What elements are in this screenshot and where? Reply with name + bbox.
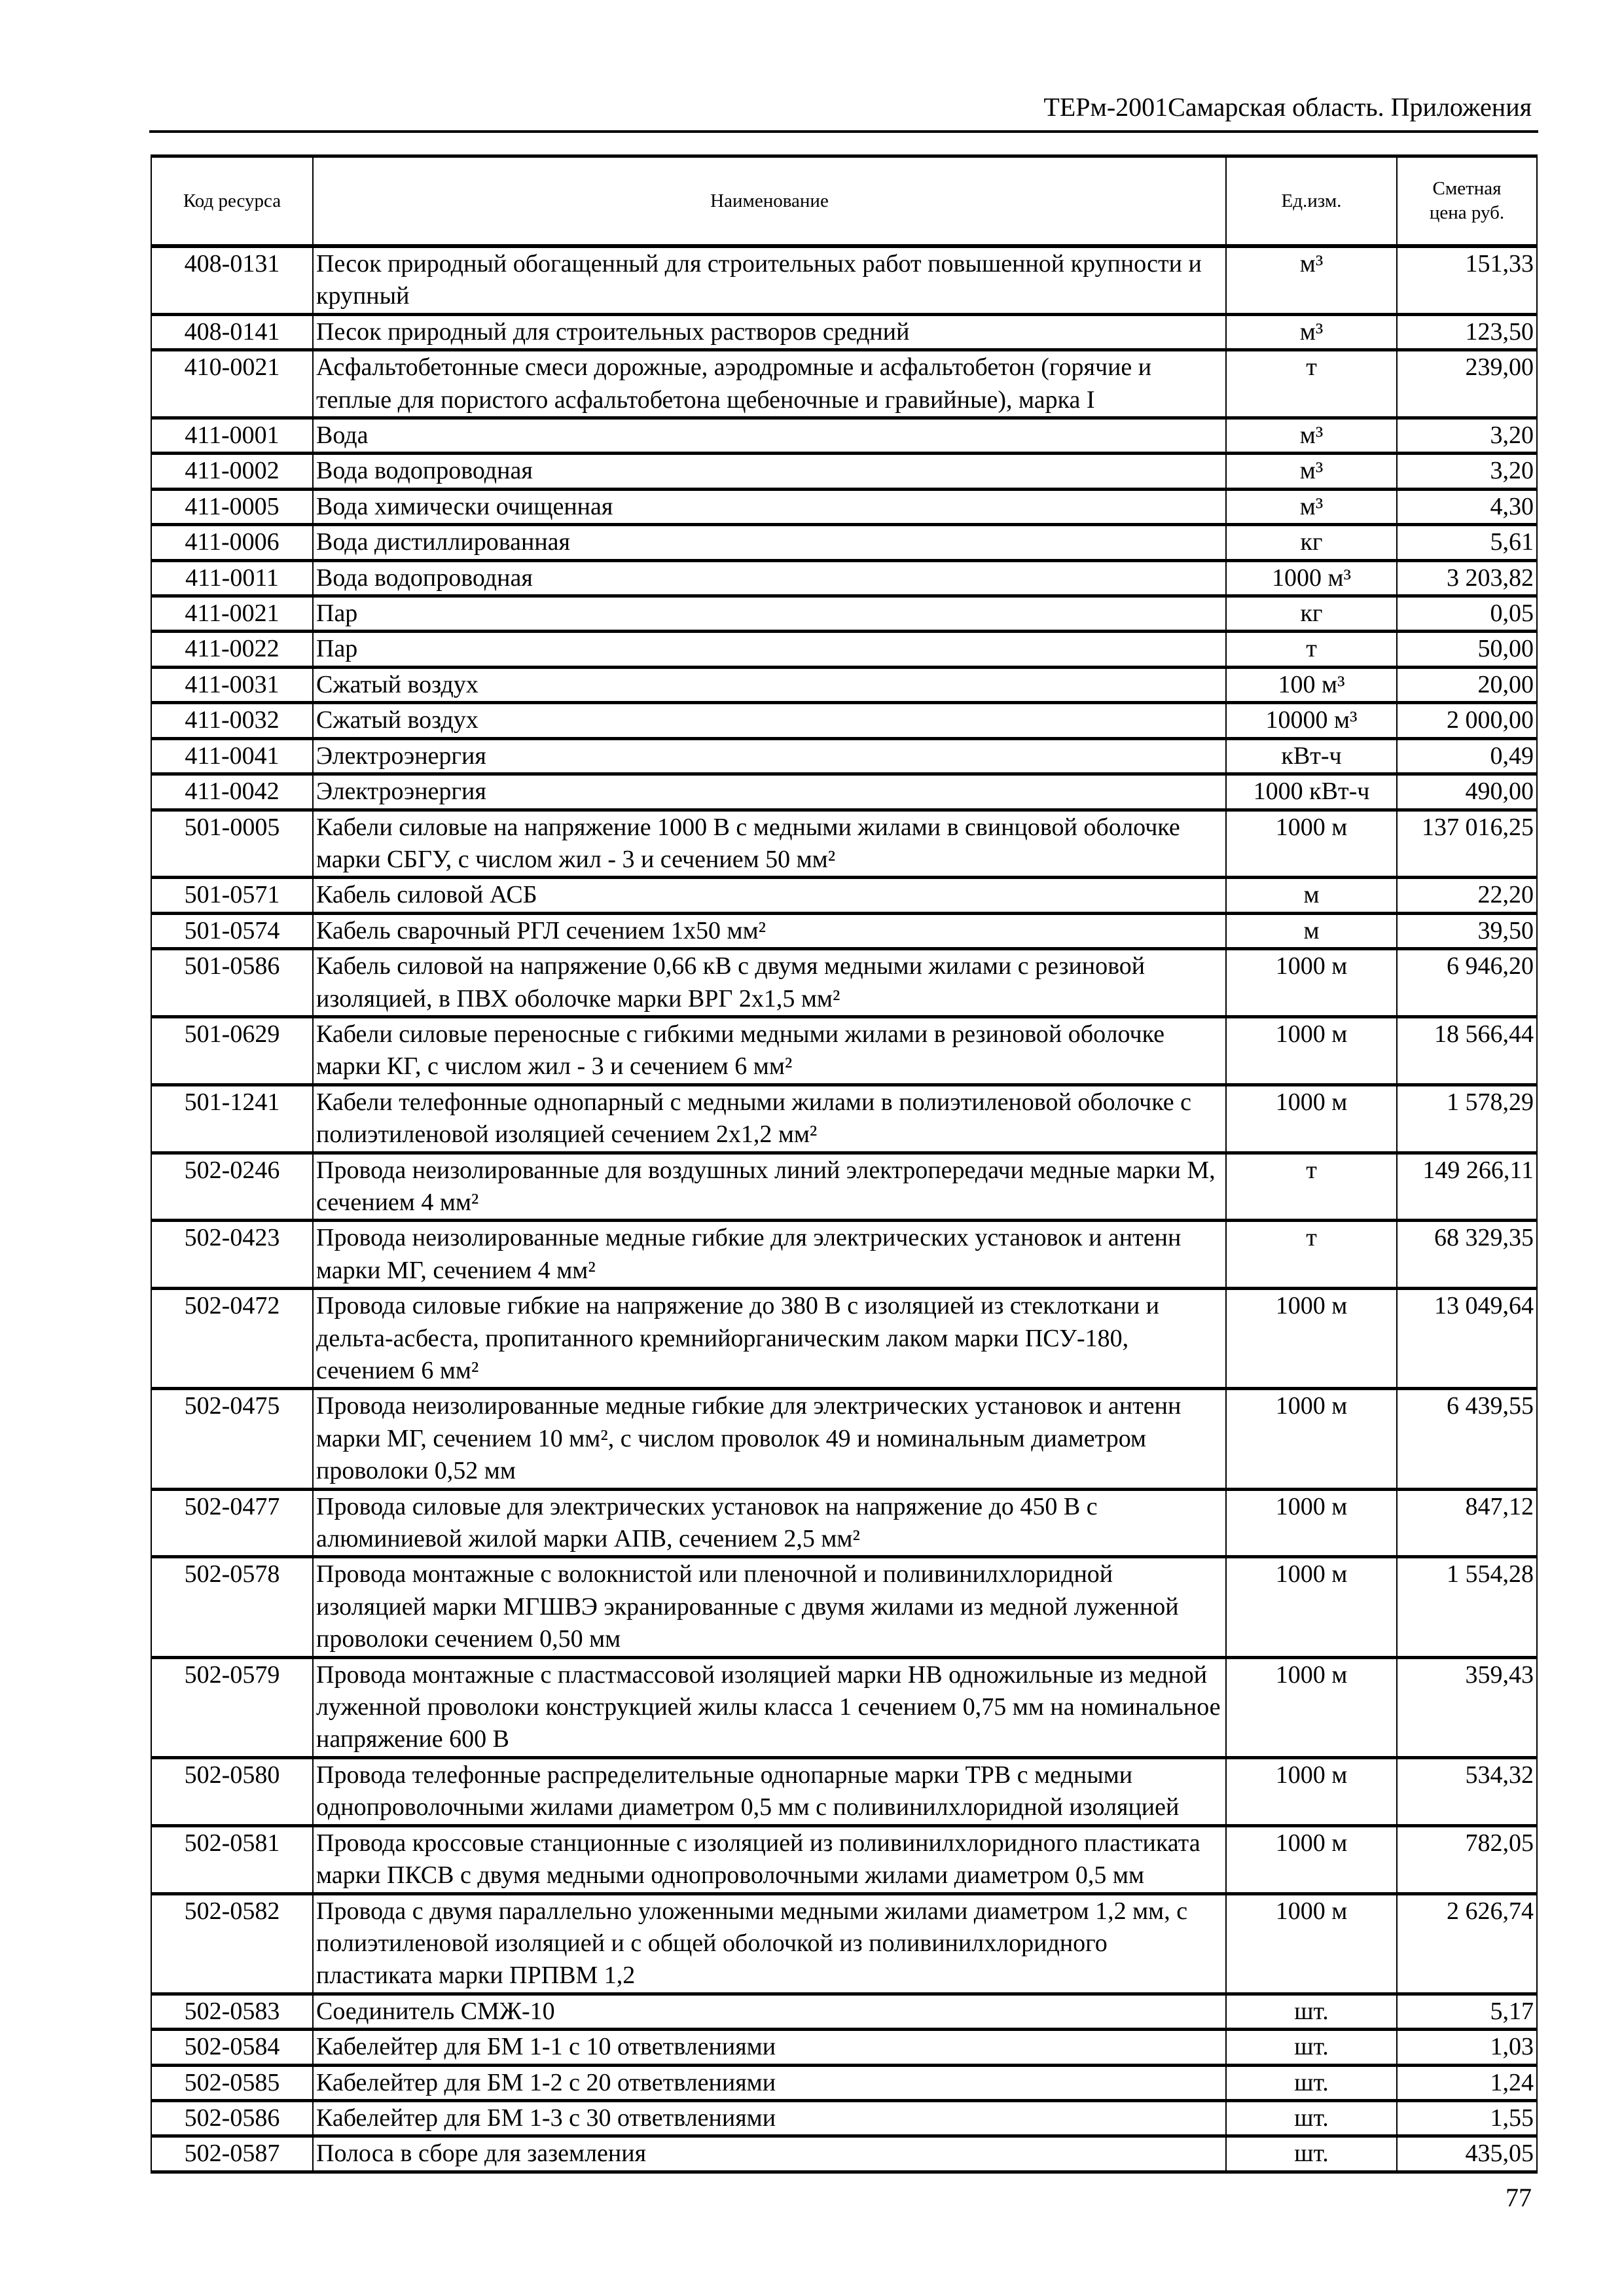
table-header-row	[151, 156, 1537, 247]
cell-unit: т	[1226, 1153, 1397, 1221]
cell-code: 502-0472	[151, 1289, 313, 1389]
table-row	[151, 1657, 1537, 1757]
cell-code: 502-0584	[151, 2030, 313, 2065]
cell-name: Полоса в сборе для заземления	[313, 2136, 1226, 2172]
cell-unit: м	[1226, 913, 1397, 948]
cell-unit: 1000 м	[1226, 1389, 1397, 1489]
cell-code: 501-0629	[151, 1016, 313, 1085]
cell-code: 410-0021	[151, 350, 313, 418]
cell-unit: кг	[1226, 596, 1397, 632]
table-row	[151, 810, 1537, 878]
cell-name: Кабелейтер для БМ 1-2 с 20 ответвлениями	[313, 2065, 1226, 2100]
cell-unit: м	[1226, 878, 1397, 913]
table-row	[151, 1825, 1537, 1893]
resource-price-table	[151, 154, 1538, 2174]
cell-name: Кабель силовой АСБ	[313, 878, 1226, 913]
table-row	[151, 1016, 1537, 1085]
cell-unit: 1000 м	[1226, 1757, 1397, 1825]
cell-unit: м³	[1226, 314, 1397, 350]
cell-name: Соединитель СМЖ-10	[313, 1994, 1226, 2029]
cell-name: Вода водопроводная	[313, 560, 1226, 596]
cell-name: Электроэнергия	[313, 774, 1226, 810]
cell-price: 22,20	[1397, 878, 1537, 913]
header-rule	[149, 130, 1538, 133]
cell-name: Провода неизолированные медные гибкие для электрических установок и антенн марки МГ, сечением 10 мм², с числом проволок 49 и номинальным диаметром проволоки 0,52 мм	[313, 1389, 1226, 1489]
cell-price: 0,49	[1397, 738, 1537, 774]
cell-price: 1,55	[1397, 2100, 1537, 2136]
cell-code: 408-0141	[151, 314, 313, 350]
cell-name: Провода с двумя параллельно уложенными медными жилами диаметром 1,2 мм, с полиэтиленовой изоляцией и с общей оболочкой из поливинилхлоридного пластиката марки ПРПВМ 1,2	[313, 1893, 1226, 1994]
cell-price: 5,61	[1397, 525, 1537, 560]
cell-unit: 1000 м	[1226, 1557, 1397, 1657]
cell-name: Вода химически очищенная	[313, 489, 1226, 524]
cell-unit: 1000 м	[1226, 1657, 1397, 1757]
cell-unit: т	[1226, 632, 1397, 667]
cell-price: 68 329,35	[1397, 1221, 1537, 1289]
cell-unit: 1000 м	[1226, 1016, 1397, 1085]
cell-name: Провода кроссовые станционные с изоляцией из поливинилхлоридного пластиката марки ПКСВ с двумя медными однопроволочными жилами диаметром 0,5 мм	[313, 1825, 1226, 1893]
column-header-unit: Ед.изм.	[1226, 156, 1397, 247]
cell-code: 411-0006	[151, 525, 313, 560]
cell-code: 502-0583	[151, 1994, 313, 2029]
cell-name: Вода дистиллированная	[313, 525, 1226, 560]
table-row	[151, 596, 1537, 632]
table-row	[151, 1557, 1537, 1657]
cell-unit: 1000 м	[1226, 949, 1397, 1017]
cell-price: 137 016,25	[1397, 810, 1537, 878]
cell-unit: 1000 м	[1226, 1489, 1397, 1557]
table-row	[151, 2136, 1537, 2172]
cell-unit: 10000 м³	[1226, 703, 1397, 738]
cell-code: 502-0246	[151, 1153, 313, 1221]
cell-code: 502-0423	[151, 1221, 313, 1289]
cell-name: Провода силовые гибкие на напряжение до 380 В с изоляцией из стеклоткани и дельта-асбеста, пропитанного кремнийорганическим лаком марки ПСУ-180, сечением 6 мм²	[313, 1289, 1226, 1389]
table-row	[151, 1289, 1537, 1389]
column-header-name: Наименование	[313, 156, 1226, 247]
cell-code: 411-0005	[151, 489, 313, 524]
cell-code: 502-0587	[151, 2136, 313, 2172]
cell-name: Кабель силовой на напряжение 0,66 кВ с двумя медными жилами с резиновой изоляцией, в ПВХ оболочке марки ВРГ 2х1,5 мм²	[313, 949, 1226, 1017]
cell-code: 501-0574	[151, 913, 313, 948]
cell-unit: кВт-ч	[1226, 738, 1397, 774]
cell-code: 502-0477	[151, 1489, 313, 1557]
cell-price: 0,05	[1397, 596, 1537, 632]
cell-unit: 1000 м	[1226, 810, 1397, 878]
cell-unit: шт.	[1226, 2065, 1397, 2100]
cell-name: Сжатый воздух	[313, 667, 1226, 702]
cell-unit: кг	[1226, 525, 1397, 560]
table-row	[151, 418, 1537, 454]
table-row	[151, 1757, 1537, 1825]
cell-price: 1,24	[1397, 2065, 1537, 2100]
cell-price: 847,12	[1397, 1489, 1537, 1557]
cell-unit: шт.	[1226, 2136, 1397, 2172]
cell-price: 18 566,44	[1397, 1016, 1537, 1085]
cell-unit: 1000 м³	[1226, 560, 1397, 596]
cell-price: 39,50	[1397, 913, 1537, 948]
column-header-code: Код ресурса	[151, 156, 313, 247]
cell-name: Провода монтажные с пластмассовой изоляцией марки НВ одножильные из медной луженной проволоки конструкцией жилы класса 1 сечением 0,75 мм на номинальное напряжение 600 В	[313, 1657, 1226, 1757]
cell-price: 3,20	[1397, 418, 1537, 454]
cell-price: 359,43	[1397, 1657, 1537, 1757]
cell-unit: м³	[1226, 489, 1397, 524]
cell-unit: т	[1226, 1221, 1397, 1289]
cell-code: 502-0586	[151, 2100, 313, 2136]
cell-name: Вода	[313, 418, 1226, 454]
page-number: 77	[1506, 2183, 1532, 2212]
cell-price: 3,20	[1397, 454, 1537, 489]
cell-code: 411-0031	[151, 667, 313, 702]
cell-price: 1 554,28	[1397, 1557, 1537, 1657]
cell-code: 502-0580	[151, 1757, 313, 1825]
cell-name: Вода водопроводная	[313, 454, 1226, 489]
cell-price: 151,33	[1397, 246, 1537, 314]
table-row	[151, 489, 1537, 524]
column-header-price	[1397, 156, 1537, 247]
table-row	[151, 525, 1537, 560]
cell-unit: 1000 м	[1226, 1825, 1397, 1893]
cell-code: 411-0002	[151, 454, 313, 489]
table-row	[151, 1389, 1537, 1489]
cell-price: 4,30	[1397, 489, 1537, 524]
cell-price: 1 578,29	[1397, 1085, 1537, 1153]
cell-name: Электроэнергия	[313, 738, 1226, 774]
table-row	[151, 350, 1537, 418]
cell-name: Провода монтажные с волокнистой или пленочной и поливинилхлоридной изоляцией марки МГШВЭ экранированные с двумя жилами из медной луженной проволоки сечением 0,50 мм	[313, 1557, 1226, 1657]
cell-name: Сжатый воздух	[313, 703, 1226, 738]
cell-name: Кабелейтер для БМ 1-1 с 10 ответвлениями	[313, 2030, 1226, 2065]
table-body	[151, 246, 1537, 2172]
cell-unit: 1000 м	[1226, 1893, 1397, 1994]
table-row	[151, 1994, 1537, 2029]
cell-price: 782,05	[1397, 1825, 1537, 1893]
cell-code: 411-0022	[151, 632, 313, 667]
cell-name: Провода неизолированные для воздушных линий электропередачи медные марки М, сечением 4 мм²	[313, 1153, 1226, 1221]
cell-code: 502-0475	[151, 1389, 313, 1489]
table-row	[151, 632, 1537, 667]
cell-code: 411-0001	[151, 418, 313, 454]
column-header-price-label: Сметная цена руб.	[1429, 178, 1505, 223]
cell-code: 502-0582	[151, 1893, 313, 1994]
cell-code: 501-0571	[151, 878, 313, 913]
cell-code: 411-0032	[151, 703, 313, 738]
cell-unit: 1000 кВт-ч	[1226, 774, 1397, 810]
cell-price: 239,00	[1397, 350, 1537, 418]
table-row	[151, 2065, 1537, 2100]
table-row	[151, 454, 1537, 489]
cell-price: 149 266,11	[1397, 1153, 1537, 1221]
cell-name: Провода неизолированные медные гибкие для электрических установок и антенн марки МГ, сечением 4 мм²	[313, 1221, 1226, 1289]
cell-price: 13 049,64	[1397, 1289, 1537, 1389]
table-row	[151, 1153, 1537, 1221]
cell-name: Кабель сварочный РГЛ сечением 1х50 мм²	[313, 913, 1226, 948]
cell-code: 408-0131	[151, 246, 313, 314]
cell-name: Кабелейтер для БМ 1-3 с 30 ответвлениями	[313, 2100, 1226, 2136]
cell-name: Провода силовые для электрических установок на напряжение до 450 В с алюминиевой жилой марки АПВ, сечением 2,5 мм²	[313, 1489, 1226, 1557]
cell-code: 502-0581	[151, 1825, 313, 1893]
cell-unit: т	[1226, 350, 1397, 418]
cell-code: 502-0585	[151, 2065, 313, 2100]
table-row	[151, 2100, 1537, 2136]
cell-code: 501-0005	[151, 810, 313, 878]
table-row	[151, 703, 1537, 738]
cell-price: 50,00	[1397, 632, 1537, 667]
cell-code: 411-0042	[151, 774, 313, 810]
table-row	[151, 774, 1537, 810]
cell-code: 501-0586	[151, 949, 313, 1017]
table-row	[151, 878, 1537, 913]
table-row	[151, 560, 1537, 596]
cell-unit: м³	[1226, 454, 1397, 489]
cell-price: 20,00	[1397, 667, 1537, 702]
cell-name: Песок природный обогащенный для строительных работ повышенной крупности и крупный	[313, 246, 1226, 314]
cell-unit: шт.	[1226, 2100, 1397, 2136]
cell-code: 411-0041	[151, 738, 313, 774]
cell-price: 6 439,55	[1397, 1389, 1537, 1489]
cell-unit: 100 м³	[1226, 667, 1397, 702]
cell-code: 501-1241	[151, 1085, 313, 1153]
cell-unit: 1000 м	[1226, 1085, 1397, 1153]
cell-name: Кабели силовые на напряжение 1000 В с медными жилами в свинцовой оболочке марки СБГУ, с числом жил - 3 и сечением 50 мм²	[313, 810, 1226, 878]
cell-unit: шт.	[1226, 1994, 1397, 2029]
table-row	[151, 2030, 1537, 2065]
cell-unit: шт.	[1226, 2030, 1397, 2065]
cell-price: 490,00	[1397, 774, 1537, 810]
cell-unit: м³	[1226, 246, 1397, 314]
cell-code: 502-0578	[151, 1557, 313, 1657]
table-row	[151, 1221, 1537, 1289]
table-row	[151, 246, 1537, 314]
cell-unit: 1000 м	[1226, 1289, 1397, 1389]
cell-code: 502-0579	[151, 1657, 313, 1757]
table-row	[151, 1085, 1537, 1153]
table-row	[151, 1489, 1537, 1557]
cell-price: 1,03	[1397, 2030, 1537, 2065]
cell-name: Провода телефонные распределительные однопарные марки ТРВ с медными однопроволочными жилами диаметром 0,5 мм с поливинилхлоридной изоляцией	[313, 1757, 1226, 1825]
table-row	[151, 1893, 1537, 1994]
cell-code: 411-0011	[151, 560, 313, 596]
table-row	[151, 949, 1537, 1017]
cell-code: 411-0021	[151, 596, 313, 632]
cell-name: Асфальтобетонные смеси дорожные, аэродромные и асфальтобетон (горячие и теплые для пористого асфальтобетона щебеночные и гравийные), марка I	[313, 350, 1226, 418]
cell-name: Кабели телефонные однопарный с медными жилами в полиэтиленовой оболочке с полиэтиленовой изоляцией сечением 2х1,2 мм²	[313, 1085, 1226, 1153]
cell-price: 534,32	[1397, 1757, 1537, 1825]
cell-price: 3 203,82	[1397, 560, 1537, 596]
table-row	[151, 667, 1537, 702]
cell-name: Песок природный для строительных растворов средний	[313, 314, 1226, 350]
cell-name: Пар	[313, 632, 1226, 667]
cell-price: 5,17	[1397, 1994, 1537, 2029]
cell-price: 2 626,74	[1397, 1893, 1537, 1994]
table-row	[151, 738, 1537, 774]
cell-unit: м³	[1226, 418, 1397, 454]
cell-price: 123,50	[1397, 314, 1537, 350]
table-row	[151, 314, 1537, 350]
table-row	[151, 913, 1537, 948]
running-header-title: ТЕРм-2001Самарская область. Приложения	[1043, 92, 1532, 122]
cell-price: 6 946,20	[1397, 949, 1537, 1017]
cell-name: Кабели силовые переносные с гибкими медными жилами в резиновой оболочке марки КГ, с числом жил - 3 и сечением 6 мм²	[313, 1016, 1226, 1085]
cell-price: 435,05	[1397, 2136, 1537, 2172]
cell-name: Пар	[313, 596, 1226, 632]
cell-price: 2 000,00	[1397, 703, 1537, 738]
